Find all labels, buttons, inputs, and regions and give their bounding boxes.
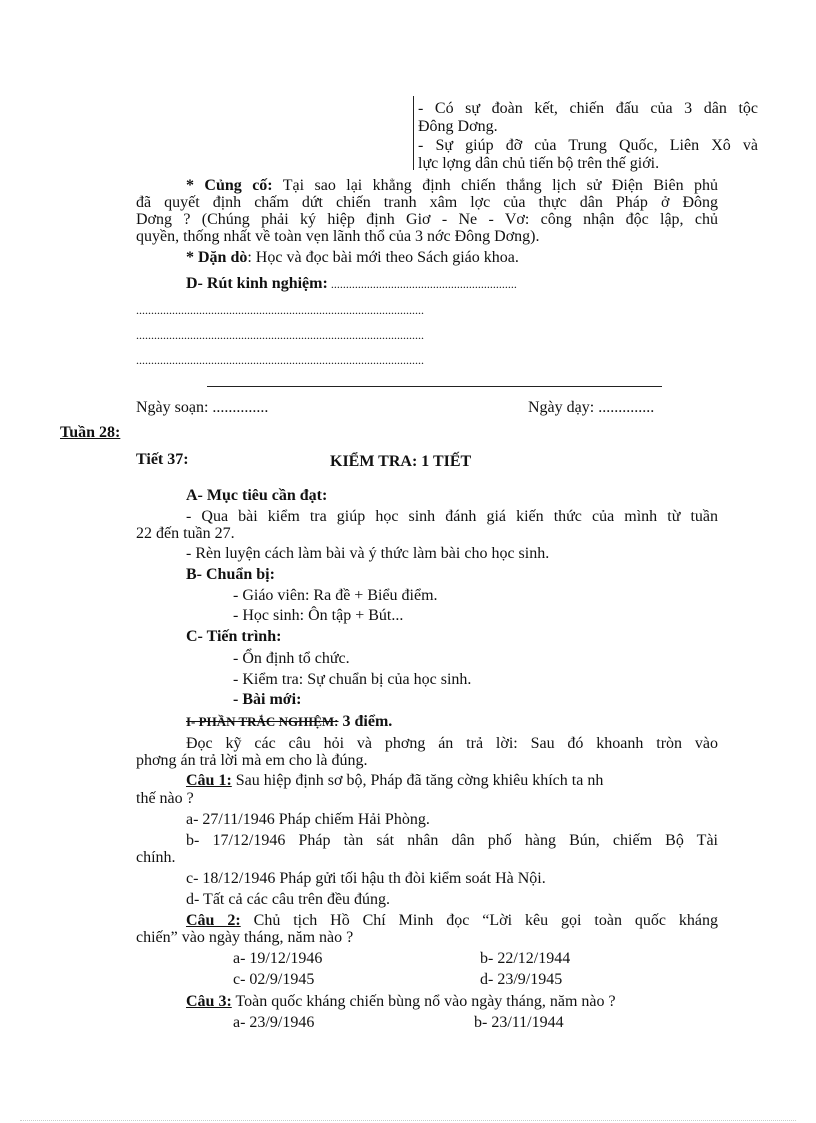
cungco-line-3: Dơng ? (Chúng phải ký hiệp định Giơ - Ne - Vơ: công nhận độc lập, chủ xyxy=(136,211,718,228)
q2-text-1: Chủ tịch Hồ Chí Minh đọc “Lời kêu gọi toàn quốc kháng xyxy=(240,912,719,929)
q3-label: Câu 3: xyxy=(186,993,232,1010)
q1-line-1 xyxy=(186,772,603,790)
q1-option-d: d- Tất cả các câu trên đều đúng. xyxy=(186,891,391,908)
q2-label: Câu 2: xyxy=(186,912,241,929)
top-col-line-2: Đông Dơng. xyxy=(418,118,498,135)
q3-option-b: b- 23/11/1944 xyxy=(474,1014,564,1031)
rkn-dots-2: ................................................................................................ xyxy=(136,328,424,342)
q1-line-2: thế nào ? xyxy=(136,790,194,807)
section-c-line-3: - Bài mới: xyxy=(233,691,302,708)
section-a-heading: A- Mục tiêu cần đạt: xyxy=(186,487,328,504)
q2-line-1 xyxy=(186,912,718,930)
section-b-line-2: - Học sinh: Ôn tập + Bút... xyxy=(233,607,404,624)
tiet-label: Tiết 37: xyxy=(136,451,189,468)
q3-option-a: a- 23/9/1946 xyxy=(233,1014,315,1031)
part1-intro-2: phơng án trả lời mà em cho là đúng. xyxy=(136,752,368,769)
q2-option-d: d- 23/9/1945 xyxy=(480,971,563,988)
section-c-heading: C- Tiến trình: xyxy=(186,628,282,645)
q1-option-b-cont: chính. xyxy=(136,849,176,866)
q1-label: Câu 1: xyxy=(186,772,232,789)
page-title: KIỂM TRA: 1 TIẾT xyxy=(330,453,472,470)
section-divider xyxy=(207,386,662,387)
cungco-line-2: đã quyết định chấm dứt chiến tranh xâm lợc của thực dân Pháp ở Đông xyxy=(136,194,718,211)
q1-option-c: c- 18/12/1946 Pháp gửi tối hậu th đòi kiểm soát Hà Nội. xyxy=(186,870,546,887)
q2-line-2: chiến” vào ngày tháng, năm nào ? xyxy=(136,929,354,946)
part1-heading: I- PHẦN TRẮC NGHIỆM: xyxy=(186,714,339,729)
part1-heading-line xyxy=(186,713,392,731)
part1-score: 3 điểm. xyxy=(338,713,393,730)
rkn-line xyxy=(186,275,517,293)
part1-intro-1: Đọc kỹ các câu hỏi và phơng án trả lời: Sau đó khoanh tròn vào xyxy=(186,735,718,752)
section-c-line-1: - Ổn định tổ chức. xyxy=(233,650,350,667)
section-b-heading: B- Chuẩn bị: xyxy=(186,566,275,583)
section-c-line-2: - Kiểm tra: Sự chuẩn bị của học sinh. xyxy=(233,671,472,688)
rkn-label: D- Rút kinh nghiệm: xyxy=(186,275,328,292)
q1-option-b: b- 17/12/1946 Pháp tàn sát nhân dân phố hàng Bún, chiếm Bộ Tài xyxy=(186,832,718,849)
tuan-label: Tuần 28: xyxy=(60,424,121,441)
section-b-line-1: - Giáo viên: Ra đề + Biểu điểm. xyxy=(233,587,438,604)
section-a-line-2: 22 đến tuần 27. xyxy=(136,525,235,542)
rkn-dots-1: ................................................................................................ xyxy=(136,303,424,317)
q1-option-a: a- 27/11/1946 Pháp chiếm Hải Phòng. xyxy=(186,811,430,828)
q2-option-b: b- 22/12/1944 xyxy=(480,950,571,967)
top-col-line-3: - Sự giúp đỡ của Trung Quốc, Liên Xô và xyxy=(418,137,758,154)
section-a-line-1: - Qua bài kiểm tra giúp học sinh đánh giá kiến thức của mình từ tuần xyxy=(186,508,718,525)
top-col-line-4: lực lợng dân chủ tiến bộ trên thế giới. xyxy=(418,155,660,172)
q3-line-1 xyxy=(186,993,616,1011)
rkn-dots-3: ................................................................................................ xyxy=(136,353,424,367)
dando-label: * Dặn dò xyxy=(186,249,248,266)
top-col-line-1: - Có sự đoàn kết, chiến đấu của 3 dân tộc xyxy=(418,100,758,117)
page-bottom-border xyxy=(20,1120,796,1121)
cungco-label: * Củng cố: xyxy=(186,177,273,194)
cungco-line-4: quyền, thống nhất về toàn vẹn lãnh thổ của 3 nớc Đông Dơng). xyxy=(136,228,540,245)
dando-text: : Học và đọc bài mới theo Sách giáo khoa. xyxy=(247,249,519,266)
q1-text-1: Sau hiệp định sơ bộ, Pháp đã tăng cờng khiêu khích ta nh xyxy=(231,772,604,789)
ngay-day: Ngày dạy: .............. xyxy=(528,399,655,416)
section-a-line-3: - Rèn luyện cách làm bài và ý thức làm bài cho học sinh. xyxy=(186,545,550,562)
column-divider xyxy=(413,96,414,170)
cungco-line-1 xyxy=(186,177,718,195)
cungco-text-1: Tại sao lại khẳng định chiến thắng lịch sử Điện Biên phủ xyxy=(272,177,718,194)
rkn-dots-inline: .............................................................. xyxy=(327,277,517,291)
dando-line xyxy=(186,249,519,267)
q3-text: Toàn quốc kháng chiến bùng nổ vào ngày tháng, năm nào ? xyxy=(231,993,616,1010)
ngay-soan: Ngày soạn: .............. xyxy=(136,399,269,416)
q2-option-a: a- 19/12/1946 xyxy=(233,950,323,967)
q2-option-c: c- 02/9/1945 xyxy=(233,971,315,988)
